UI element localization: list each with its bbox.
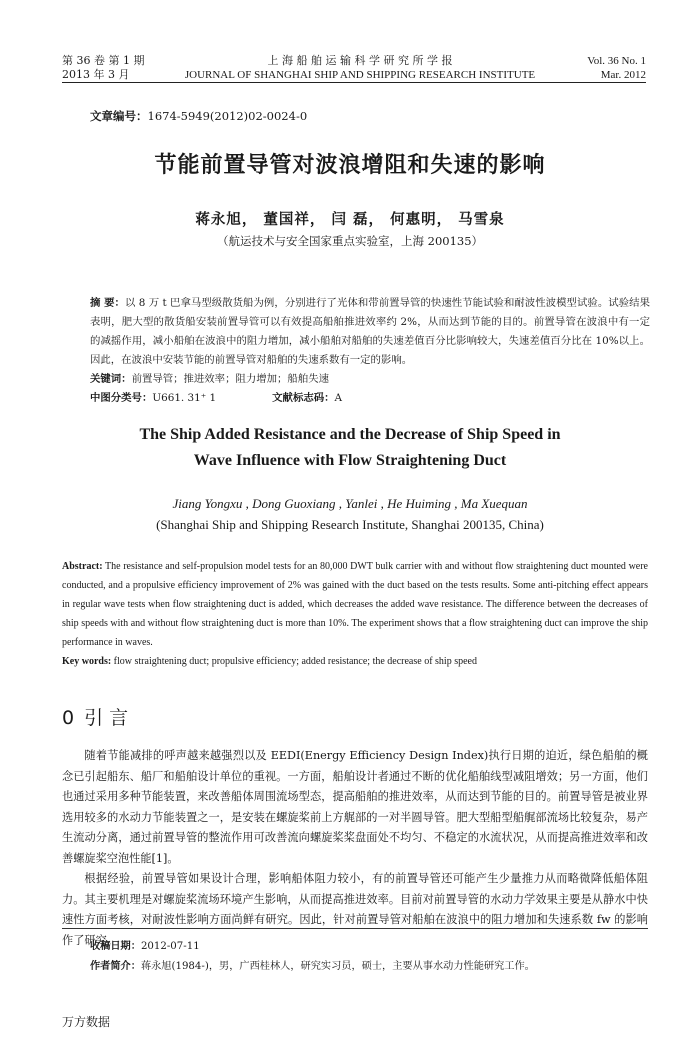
abstract-en <box>62 557 648 671</box>
abstract-en-text: The resistance and self-propulsion model tests for an 80,000 DWT bulk carrier with and without flow straightening duct mounted were conducted, and a propulsive efficiency improvement of 2% was gained with the duct based on the tests results. Some anti-pitching effect appears in regular wave tests when flow straightening duct is added, which decreases the added wave resistance. The difference between the decreases of ship speeds with and without flow straightening duct is more than 10%. The experiment shows that a flow straightening duct can improve the ship performance in waves. <box>62 561 648 648</box>
abstract-cn-text: 以 8 万 t 巴拿马型级散货船为例，分别进行了光体和带前置导管的快速性节能试验和耐波性波模型试验。试验结果表明，肥大型的散货船安装前置导管可以有效提高船舶推进效率约 2%，从而达到节能的目的。前置导管在波浪中有一定的减摇作用，减小船舶在波浪中的阻力增加，减小船舶对船舶的失速差值百分比影响较大，失速差值百分比在 10%以上。因此，在波浪中安装节能的前置导管对船舶的失速系数有一定的影响。 <box>90 297 650 366</box>
title-en <box>0 422 700 474</box>
author-bio-label: 作者简介： <box>90 960 141 972</box>
authors-en: Jiang Yongxu , Dong Guoxiang , Yanlei , He Huiming , Ma Xuequan <box>172 496 528 511</box>
abstract-en-label: Abstract: <box>62 561 103 572</box>
section-title: 引 言 <box>84 707 129 729</box>
abstract-cn-paragraph <box>90 294 650 370</box>
intro-paragraph-2: 根据经验，前置导管如果设计合理，影响船体阻力较小，有的前置导管还可能产生少量推力从而略微降低船体阻力。其主要机理是对螺旋桨流场环境产生影响，从而提高推进效率。目前对前置导管的水动力学效果主要是从静水中快速性方面考核，对耐波性影响方面尚鲜有研究。因此，针对前置导管对船舶在波浪中的阻力增加和失速系数 fw 的影响作了研究。 <box>62 872 648 947</box>
header-divider <box>62 82 646 83</box>
keywords-cn <box>90 370 650 389</box>
intro-paragraph-1: 随着节能减排的呼声越来越强烈以及 EEDI(Energy Efficiency Design Index)执行日期的迫近，绿色船舶的概念已引起船东、船厂和船舶设计单位的重视。一方面，船舶设计者通过不断的优化船舶线型减阻增效；另一方面，他们也通过采用多种节能装置，来改善船体周围流场型态，提高船舶的推进效率，从而达到节能的目的。前置导管是被业界选用较多的水动力节能装置之一，是安装在螺旋桨前上方艉部的一对半圆导管。肥大型船型船艉部流场比较复杂，易产生流动分离，通过前置导管的整流作用可改善流向螺旋桨桨盘面处不均匀、不稳定的水流状况，从而提高推进效率和改善螺旋桨空泡性能[1]。 <box>62 749 648 865</box>
doc-code-label: 文献标志码： <box>272 392 335 404</box>
keywords-cn-text: 前置导管；推进效率；阻力增加；船舶失速 <box>131 373 329 385</box>
keywords-en-label: Key words: <box>62 656 112 667</box>
introduction-body <box>62 746 648 951</box>
running-header-journal <box>130 54 590 82</box>
header-volume-issue: 第 36 卷 第 1 期 <box>62 54 145 67</box>
section-heading <box>62 703 138 730</box>
affiliation-cn: （航运技术与安全国家重点实验室，上海 200135） <box>216 234 484 248</box>
keywords-en-text: flow straightening duct; propulsive efficiency; added resistance; the decrease of ship speed <box>111 656 477 667</box>
abstract-cn <box>90 294 650 408</box>
clc-value: U661. 31⁺ 1 <box>152 392 217 404</box>
title-cn: 节能前置导管对波浪增阻和失速的影响 <box>154 153 546 178</box>
doc-code-value: A <box>334 392 343 404</box>
section-number: 0 <box>62 707 75 729</box>
running-header-vol-en <box>560 54 646 82</box>
clc-label: 中图分类号： <box>90 392 153 404</box>
author-bio: 蒋永旭(1984-)，男，广西桂林人，研究实习员，硕士，主要从事水动力性能研究工作。 <box>140 961 535 972</box>
header-date-en: Mar. 2012 <box>600 69 646 81</box>
footnote-author <box>90 959 650 974</box>
abstract-cn-label: 摘 要： <box>90 297 125 309</box>
footer-source: 万方数据 <box>62 1015 111 1029</box>
article-number-value: 1674-5949(2012)02-0024-0 <box>147 109 308 123</box>
footnote-received <box>90 939 650 954</box>
header-journal-en: JOURNAL OF SHANGHAI SHIP AND SHIPPING RESEARCH INSTITUTE <box>184 69 536 81</box>
title-en-line2: Wave Influence with Flow Straightening Duct <box>193 452 507 469</box>
abstract-en-paragraph <box>62 557 648 652</box>
received-date: 2012-07-11 <box>140 941 200 952</box>
article-number <box>90 108 307 124</box>
keywords-en <box>62 652 648 671</box>
classification-cn <box>90 389 650 408</box>
article-number-label: 文章编号： <box>90 109 148 123</box>
keywords-cn-label: 关键词： <box>90 373 132 385</box>
header-vol-en: Vol. 36 No. 1 <box>587 55 646 67</box>
title-en-line1: The Ship Added Resistance and the Decrease of Ship Speed in <box>139 426 561 443</box>
affiliation-en: (Shanghai Ship and Shipping Research Institute, Shanghai 200135, China) <box>156 517 544 532</box>
header-date: 2013 年 3 月 <box>62 68 130 81</box>
received-label: 收稿日期： <box>90 940 141 952</box>
footnote-divider <box>62 928 648 929</box>
authors-cn: 蒋永旭， 董国祥， 闫 磊， 何惠明， 马雪泉 <box>195 211 505 228</box>
header-journal-cn: 上 海 船 舶 运 输 科 学 研 究 所 学 报 <box>267 54 453 67</box>
